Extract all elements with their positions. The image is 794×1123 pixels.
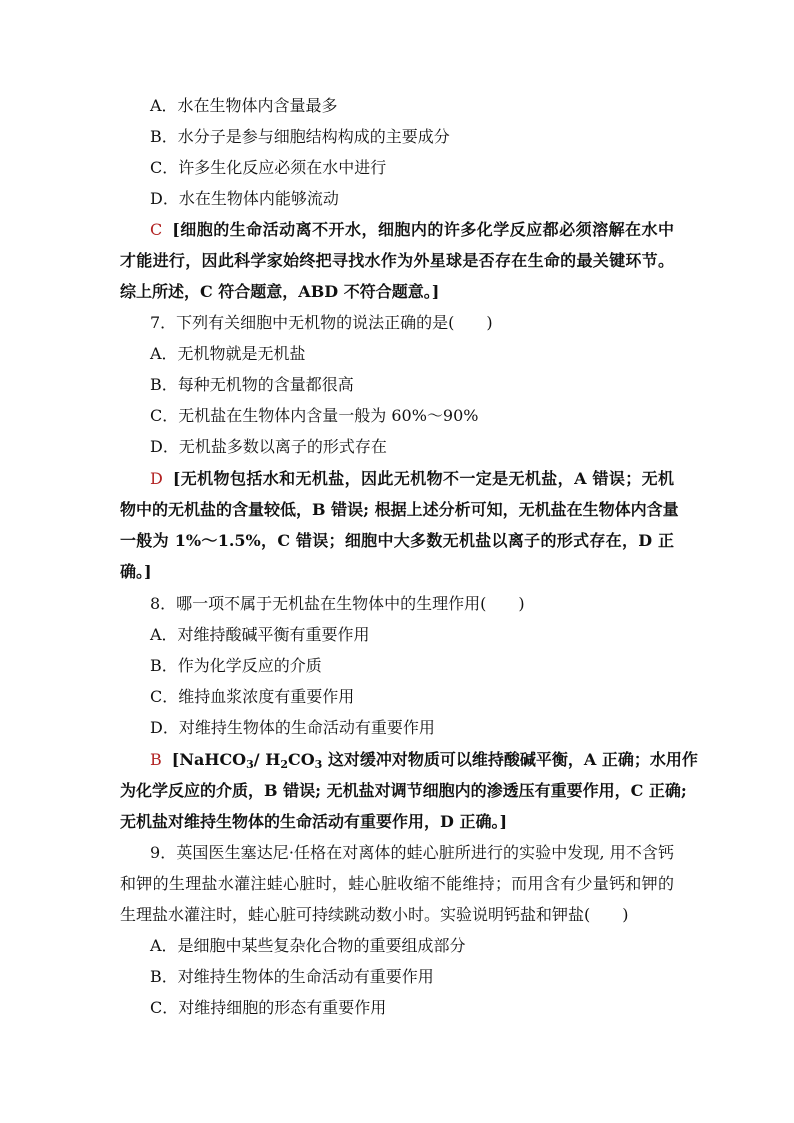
q6-option-a: A．水在生物体内含量最多: [150, 96, 338, 115]
q7-option-a: A．无机物就是无机盐: [150, 344, 306, 363]
q8-formula-sub-3: 3: [314, 758, 323, 771]
q8-formula: [172, 750, 323, 769]
q8-formula-part-2: / H: [253, 750, 281, 769]
q9-option-b: B．对维持生物体的生命活动有重要作用: [150, 967, 434, 986]
q6-option-d: D．水在生物体内能够流动: [150, 189, 339, 208]
q6-answer-text-1: [细胞的生命活动离不开水，细胞内的许多化学反应都必须溶解在水中: [172, 220, 674, 239]
q7-stem: 7．下列有关细胞中无机物的说法正确的是( ): [150, 313, 493, 332]
q8-formula-part-3: CO: [287, 750, 315, 769]
q6-answer-letter: C: [150, 220, 163, 239]
q7-answer-line-2: 物中的无机盐的含量较低，B 错误; 根据上述分析可知，无机盐在生物体内含量: [120, 500, 679, 519]
q7-answer-text-1: [无机物包括水和无机盐，因此无机物不一定是无机盐，A 错误；无机: [172, 469, 674, 488]
q6-answer-line-2: 才能进行，因此科学家始终把寻找水作为外星球是否存在生命的最关键环节。: [120, 251, 674, 270]
q8-answer-line-3: 无机盐对维持生物体的生命活动有重要作用，D 正确。]: [120, 812, 508, 831]
q9-stem-line-2: 和钾的生理盐水灌注蛙心脏时，蛙心脏收缩不能维持；而用含有少量钙和钾的: [120, 874, 674, 893]
q6-option-c: C．许多生化反应必须在水中进行: [150, 158, 387, 177]
q6-answer-line-1: [150, 216, 674, 244]
q7-answer-line-4: 确。]: [120, 562, 152, 581]
q6-option-b: B．水分子是参与细胞结构构成的主要成分: [150, 127, 450, 146]
q8-answer-line-2: 为化学反应的介质，B 错误; 无机盐对调节细胞内的渗透压有重要作用，C 正确;: [120, 781, 687, 800]
q8-formula-part-1: [NaHCO: [171, 750, 247, 769]
q7-option-b: B．每种无机物的含量都很高: [150, 375, 354, 394]
q8-option-a: A．对维持酸碱平衡有重要作用: [150, 625, 370, 644]
q8-formula-sub-1: 3: [246, 758, 254, 771]
q9-stem-line-3: 生理盐水灌注时，蛙心脏可持续跳动数小时。实验说明钙盐和钾盐( ): [120, 905, 629, 924]
q7-answer-letter: D: [150, 469, 163, 488]
q7-answer-line-3: 一般为 1%～1.5%，C 错误；细胞中大多数无机盐以离子的形式存在，D 正: [120, 531, 674, 550]
q8-formula-sub-2: 2: [280, 758, 288, 771]
q7-option-c: C．无机盐在生物体内含量一般为 60%～90%: [150, 406, 479, 425]
q9-option-c: C．对维持细胞的形态有重要作用: [150, 998, 387, 1017]
q8-stem: 8．哪一项不属于无机盐在生物体中的生理作用( ): [150, 594, 525, 613]
q8-answer-letter: B: [150, 750, 162, 769]
q9-stem-line-1: 9．英国医生塞达尼·任格在对离体的蛙心脏所进行的实验中发现, 用不含钙: [150, 843, 674, 862]
q8-answer-text-1: 这对缓冲对物质可以维持酸碱平衡，A 正确；水用作: [322, 750, 698, 769]
q8-option-b: B．作为化学反应的介质: [150, 656, 322, 675]
q8-option-c: C．维持血浆浓度有重要作用: [150, 687, 355, 706]
q8-option-d: D．对维持生物体的生命活动有重要作用: [150, 718, 435, 737]
q7-answer-line-1: [150, 465, 674, 493]
q8-answer-line-1: [150, 746, 698, 774]
q9-option-a: A．是细胞中某些复杂化合物的重要组成部分: [150, 936, 466, 955]
q6-answer-line-3: 综上所述，C 符合题意，ABD 不符合题意。]: [120, 282, 440, 301]
q7-option-d: D．无机盐多数以离子的形式存在: [150, 437, 387, 456]
